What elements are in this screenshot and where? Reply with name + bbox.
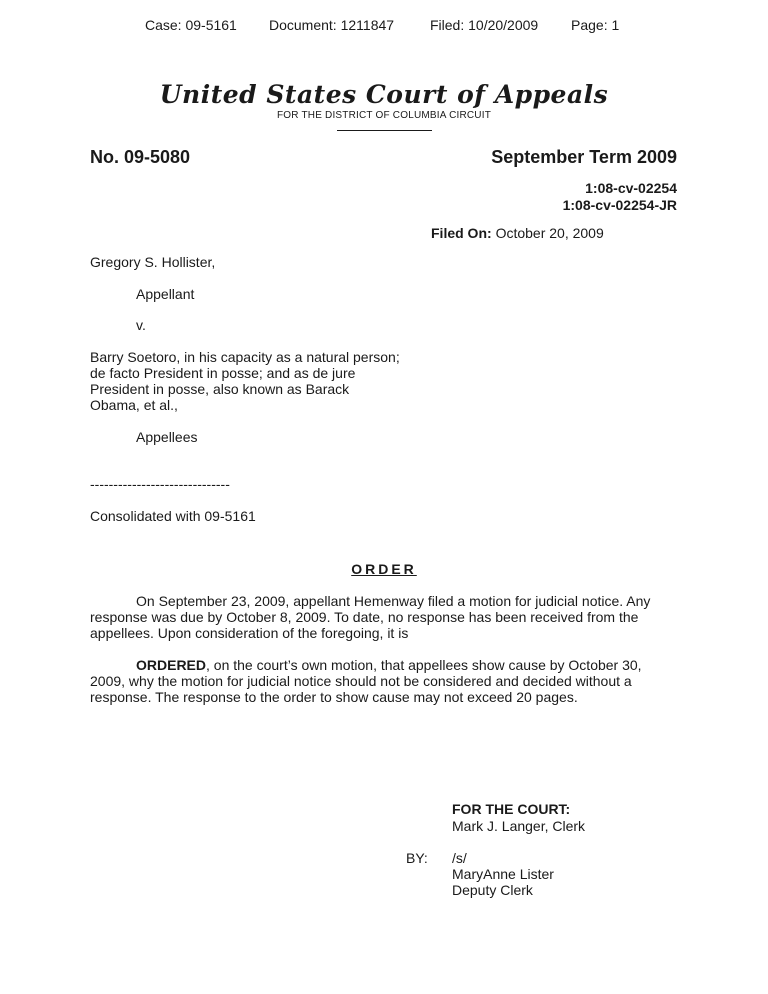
ordered-label: ORDERED — [136, 657, 207, 673]
title-divider — [337, 130, 432, 131]
signature-deputy-title: Deputy Clerk — [452, 882, 533, 898]
order-paragraph — [90, 593, 680, 641]
order-title: ORDER — [351, 561, 417, 577]
appellant-name: Gregory S. Hollister, — [90, 254, 216, 270]
signature-deputy-name: MaryAnne Lister — [452, 866, 554, 882]
appellee-role: Appellees — [136, 429, 198, 445]
court-term: September Term 2009 — [491, 147, 677, 167]
docket-number: No. 09-5080 — [90, 147, 191, 167]
order-paragraph-text: On September 23, 2009, appellant Hemenway filed a motion for judicial notice. Any response was due by October 8, 2009. To date, no response has been received from the appellees. Upon consideration of the foregoing, it is — [90, 593, 651, 641]
filed-on-label: Filed On: — [431, 225, 492, 241]
signature-by-label: BY: — [406, 850, 428, 866]
filed-on-date: October 20, 2009 — [495, 225, 604, 241]
header-document-number: Document: 1211847 — [269, 17, 395, 33]
signature-heading: FOR THE COURT: — [452, 801, 571, 817]
court-subtitle: FOR THE DISTRICT OF COLUMBIA CIRCUIT — [276, 110, 492, 121]
appellant-role: Appellant — [136, 286, 195, 302]
header-case-number: Case: 09-5161 — [145, 17, 237, 33]
lower-court-case: 1:08-cv-02254-JR — [562, 197, 677, 213]
order-paragraph-text: , on the court’s own motion, that appellees show cause by October 30, 2009, why the motion for judicial notice should not be considered and decided without a response. The response to the order to show cause may not exceed 20 pages. — [90, 657, 642, 705]
header-filed-date: Filed: 10/20/2009 — [430, 17, 539, 33]
separator-line: ------------------------------ — [90, 476, 230, 492]
order-paragraph — [90, 657, 680, 705]
appellee-name: Barry Soetoro, in his capacity as a natural person; de facto President in posse; and as de jure President in posse, also known as Barack Obama, et al., — [90, 349, 400, 413]
signature-clerk: Mark J. Langer, Clerk — [452, 818, 586, 834]
filed-on — [431, 225, 604, 241]
signature-mark: /s/ — [452, 850, 467, 866]
lower-court-case: 1:08-cv-02254 — [585, 180, 677, 196]
header-page-number: Page: 1 — [571, 17, 620, 33]
versus: v. — [136, 317, 146, 333]
consolidated-note: Consolidated with 09-5161 — [90, 508, 256, 524]
court-name: United States Court of Appeals — [159, 80, 609, 109]
